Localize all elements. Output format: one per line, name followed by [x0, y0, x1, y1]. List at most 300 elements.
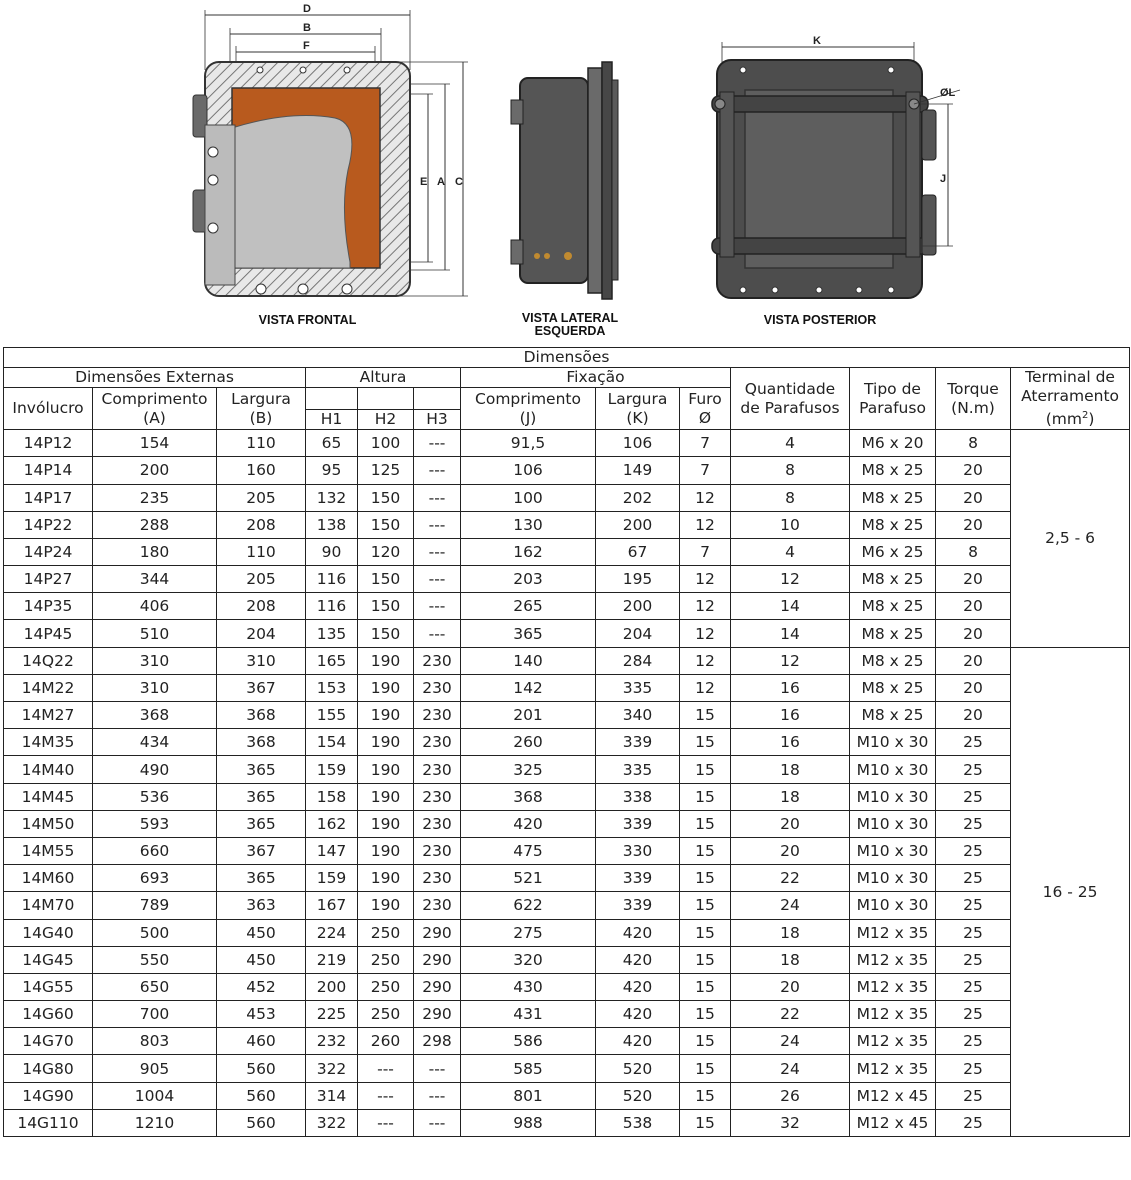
cell-quantidade: 18 [731, 783, 850, 810]
cell-comprimento-j: 988 [461, 1109, 596, 1136]
cell-tipo-parafuso: M8 x 25 [850, 593, 936, 620]
cell-quantidade: 10 [731, 511, 850, 538]
cell-comprimento-j: 420 [461, 810, 596, 837]
cell-quantidade: 24 [731, 892, 850, 919]
cell-comprimento-a: 550 [93, 946, 217, 973]
cell-quantidade: 26 [731, 1082, 850, 1109]
cell-tipo-parafuso: M8 x 25 [850, 620, 936, 647]
cell-largura-k: 339 [596, 892, 680, 919]
cell-furo: 15 [680, 946, 731, 973]
cell-torque: 25 [936, 837, 1011, 864]
table-body [4, 430, 1130, 1137]
cell-comprimento-a: 310 [93, 647, 217, 674]
cell-h1: 154 [306, 729, 358, 756]
cell-tipo-parafuso: M12 x 45 [850, 1109, 936, 1136]
cell-h1: 155 [306, 702, 358, 729]
cell-torque: 25 [936, 973, 1011, 1000]
cell-torque: 25 [936, 1001, 1011, 1028]
cell-h2: 190 [358, 865, 414, 892]
header-h1: H1 [306, 410, 358, 430]
header-largura-b: Largura (B) [217, 388, 306, 430]
cell-comprimento-a: 406 [93, 593, 217, 620]
cell-tipo-parafuso: M10 x 30 [850, 892, 936, 919]
cell-quantidade: 4 [731, 430, 850, 457]
cell-largura-b: 110 [217, 538, 306, 565]
cell-comprimento-a: 344 [93, 566, 217, 593]
cell-largura-b: 453 [217, 1001, 306, 1028]
cell-comprimento-a: 510 [93, 620, 217, 647]
cell-involucro: 14G60 [4, 1001, 93, 1028]
cell-tipo-parafuso: M12 x 35 [850, 1028, 936, 1055]
cell-furo: 15 [680, 756, 731, 783]
cell-furo: 15 [680, 1028, 731, 1055]
cell-torque: 25 [936, 783, 1011, 810]
cell-comprimento-a: 500 [93, 919, 217, 946]
cell-h1: 132 [306, 484, 358, 511]
cell-quantidade: 22 [731, 1001, 850, 1028]
cell-torque: 8 [936, 538, 1011, 565]
cell-torque: 25 [936, 1082, 1011, 1109]
table-row [4, 837, 1130, 864]
cell-largura-b: 160 [217, 457, 306, 484]
cell-h3: --- [414, 620, 461, 647]
cell-largura-k: 420 [596, 946, 680, 973]
table-row [4, 1109, 1130, 1136]
cell-torque: 25 [936, 946, 1011, 973]
cell-comprimento-a: 180 [93, 538, 217, 565]
cell-h3: 290 [414, 973, 461, 1000]
cell-h2: 260 [358, 1028, 414, 1055]
cell-h1: 116 [306, 593, 358, 620]
cell-quantidade: 22 [731, 865, 850, 892]
cell-comprimento-j: 431 [461, 1001, 596, 1028]
dim-d-label: D [303, 3, 311, 15]
cell-comprimento-a: 490 [93, 756, 217, 783]
cell-largura-b: 208 [217, 593, 306, 620]
cell-torque: 20 [936, 457, 1011, 484]
cell-largura-k: 340 [596, 702, 680, 729]
dimensions-table [3, 347, 1130, 1137]
cell-largura-b: 560 [217, 1055, 306, 1082]
cell-largura-k: 339 [596, 729, 680, 756]
cell-comprimento-j: 368 [461, 783, 596, 810]
cell-torque: 20 [936, 566, 1011, 593]
cell-involucro: 14M55 [4, 837, 93, 864]
cell-largura-b: 560 [217, 1082, 306, 1109]
cell-h3: 230 [414, 647, 461, 674]
table-row [4, 973, 1130, 1000]
cell-quantidade: 16 [731, 729, 850, 756]
header-terminal: Terminal de Aterramento $(mm^2)$ [1011, 368, 1130, 430]
cell-h1: 167 [306, 892, 358, 919]
cell-comprimento-j: 365 [461, 620, 596, 647]
cell-quantidade: 20 [731, 973, 850, 1000]
cell-torque: 20 [936, 484, 1011, 511]
table-row [4, 1082, 1130, 1109]
cell-tipo-parafuso: M8 x 25 [850, 647, 936, 674]
cell-h3: --- [414, 538, 461, 565]
header-h2: H2 [358, 410, 414, 430]
cell-furo: 12 [680, 566, 731, 593]
cell-tipo-parafuso: M12 x 35 [850, 1055, 936, 1082]
cell-h1: 135 [306, 620, 358, 647]
cell-h1: 322 [306, 1055, 358, 1082]
cell-largura-b: 208 [217, 511, 306, 538]
group-altura: Altura [306, 368, 461, 388]
cell-largura-k: 338 [596, 783, 680, 810]
cell-comprimento-a: 434 [93, 729, 217, 756]
cell-h1: 153 [306, 674, 358, 701]
cell-largura-b: 363 [217, 892, 306, 919]
table-row [4, 620, 1130, 647]
cell-furo: 12 [680, 647, 731, 674]
cell-h2: 190 [358, 837, 414, 864]
cell-h2: 150 [358, 511, 414, 538]
cell-furo: 7 [680, 457, 731, 484]
table-row [4, 593, 1130, 620]
cell-involucro: 14M40 [4, 756, 93, 783]
cell-furo: 12 [680, 484, 731, 511]
cell-quantidade: 24 [731, 1028, 850, 1055]
cell-quantidade: 12 [731, 647, 850, 674]
cell-h2: 120 [358, 538, 414, 565]
cell-comprimento-j: 801 [461, 1082, 596, 1109]
cell-h3: --- [414, 457, 461, 484]
cell-tipo-parafuso: M10 x 30 [850, 729, 936, 756]
cell-quantidade: 14 [731, 620, 850, 647]
cell-comprimento-a: 905 [93, 1055, 217, 1082]
cell-tipo-parafuso: M8 x 25 [850, 566, 936, 593]
table-row [4, 647, 1130, 674]
cell-involucro: 14Q22 [4, 647, 93, 674]
cell-h3: --- [414, 484, 461, 511]
cell-quantidade: 16 [731, 702, 850, 729]
cell-largura-k: 200 [596, 511, 680, 538]
cell-torque: 25 [936, 1055, 1011, 1082]
cell-quantidade: 4 [731, 538, 850, 565]
cell-furo: 15 [680, 1055, 731, 1082]
cell-h1: 147 [306, 837, 358, 864]
cell-tipo-parafuso: M10 x 30 [850, 810, 936, 837]
table-row [4, 865, 1130, 892]
cell-furo: 12 [680, 620, 731, 647]
table-row [4, 511, 1130, 538]
cell-largura-k: 420 [596, 973, 680, 1000]
cell-comprimento-a: 693 [93, 865, 217, 892]
cell-tipo-parafuso: M8 x 25 [850, 457, 936, 484]
cell-h1: 65 [306, 430, 358, 457]
cell-comprimento-a: 650 [93, 973, 217, 1000]
cell-h2: 190 [358, 783, 414, 810]
cell-terminal-aterramento: 16 - 25 [1011, 647, 1130, 1136]
table-row [4, 756, 1130, 783]
cell-largura-k: 339 [596, 810, 680, 837]
rear-view-label: VISTA POSTERIOR [763, 313, 877, 327]
cell-h1: 314 [306, 1082, 358, 1109]
cell-h1: 219 [306, 946, 358, 973]
cell-h2: 125 [358, 457, 414, 484]
table-row [4, 674, 1130, 701]
cell-quantidade: 24 [731, 1055, 850, 1082]
cell-involucro: 14M27 [4, 702, 93, 729]
table-row [4, 484, 1130, 511]
header-h3: H3 [414, 410, 461, 430]
drawing-canvas [0, 0, 1131, 345]
cell-h2: 190 [358, 810, 414, 837]
header-comprimento-a: Comprimento (A) [93, 388, 217, 430]
side-view-label: VISTA LATERAL ESQUERDA [521, 311, 619, 338]
cell-largura-k: 520 [596, 1055, 680, 1082]
cell-quantidade: 18 [731, 919, 850, 946]
cell-furo: 15 [680, 783, 731, 810]
cell-quantidade: 8 [731, 457, 850, 484]
cell-h3: --- [414, 593, 461, 620]
cell-comprimento-a: 536 [93, 783, 217, 810]
cell-involucro: 14P14 [4, 457, 93, 484]
cell-torque: 25 [936, 919, 1011, 946]
table-row [4, 919, 1130, 946]
header-torque: Torque (N.m) [936, 368, 1011, 430]
cell-comprimento-a: 310 [93, 674, 217, 701]
cell-comprimento-j: 586 [461, 1028, 596, 1055]
cell-comprimento-j: 475 [461, 837, 596, 864]
cell-h3: 230 [414, 865, 461, 892]
table-row [4, 1001, 1130, 1028]
cell-quantidade: 12 [731, 566, 850, 593]
cell-comprimento-a: 700 [93, 1001, 217, 1028]
cell-h1: 232 [306, 1028, 358, 1055]
cell-largura-b: 560 [217, 1109, 306, 1136]
header-altura-blank-1 [306, 388, 358, 410]
cell-h3: 230 [414, 783, 461, 810]
table-row [4, 892, 1130, 919]
dim-j-label: J [940, 173, 947, 185]
cell-h3: 230 [414, 756, 461, 783]
front-view-label: VISTA FRONTAL [258, 313, 357, 327]
cell-comprimento-j: 585 [461, 1055, 596, 1082]
cell-h3: 298 [414, 1028, 461, 1055]
cell-comprimento-j: 142 [461, 674, 596, 701]
cell-h3: 230 [414, 810, 461, 837]
cell-comprimento-a: 803 [93, 1028, 217, 1055]
cell-largura-b: 310 [217, 647, 306, 674]
cell-torque: 20 [936, 674, 1011, 701]
cell-furo: 15 [680, 1001, 731, 1028]
cell-largura-b: 205 [217, 484, 306, 511]
cell-comprimento-a: 235 [93, 484, 217, 511]
cell-comprimento-a: 660 [93, 837, 217, 864]
cell-h3: 290 [414, 946, 461, 973]
cell-largura-k: 202 [596, 484, 680, 511]
cell-comprimento-j: 91,5 [461, 430, 596, 457]
cell-quantidade: 20 [731, 810, 850, 837]
cell-torque: 25 [936, 865, 1011, 892]
cell-comprimento-a: 789 [93, 892, 217, 919]
table-row [4, 810, 1130, 837]
cell-largura-b: 204 [217, 620, 306, 647]
cell-largura-b: 450 [217, 946, 306, 973]
cell-h2: 150 [358, 484, 414, 511]
header-altura-blank-3 [414, 388, 461, 410]
cell-comprimento-j: 130 [461, 511, 596, 538]
cell-involucro: 14P24 [4, 538, 93, 565]
cell-tipo-parafuso: M12 x 35 [850, 973, 936, 1000]
cell-tipo-parafuso: M10 x 30 [850, 756, 936, 783]
dim-l-label: ØL [940, 87, 956, 99]
cell-quantidade: 14 [731, 593, 850, 620]
cell-h1: 224 [306, 919, 358, 946]
cell-involucro: 14P22 [4, 511, 93, 538]
cell-h3: --- [414, 1082, 461, 1109]
cell-comprimento-j: 275 [461, 919, 596, 946]
cell-tipo-parafuso: M6 x 25 [850, 538, 936, 565]
cell-comprimento-j: 325 [461, 756, 596, 783]
cell-involucro: 14M60 [4, 865, 93, 892]
enclosure-drawings [0, 0, 1131, 345]
cell-tipo-parafuso: M6 x 20 [850, 430, 936, 457]
cell-h1: 322 [306, 1109, 358, 1136]
cell-h3: 230 [414, 674, 461, 701]
cell-h2: 190 [358, 674, 414, 701]
cell-comprimento-a: 1004 [93, 1082, 217, 1109]
cell-involucro: 14G90 [4, 1082, 93, 1109]
cell-h2: 190 [358, 702, 414, 729]
cell-terminal-aterramento: 2,5 - 6 [1011, 430, 1130, 648]
cell-tipo-parafuso: M10 x 30 [850, 865, 936, 892]
cell-h2: 250 [358, 946, 414, 973]
cell-involucro: 14P12 [4, 430, 93, 457]
cell-comprimento-j: 430 [461, 973, 596, 1000]
cell-largura-k: 284 [596, 647, 680, 674]
cell-h1: 165 [306, 647, 358, 674]
cell-involucro: 14G80 [4, 1055, 93, 1082]
cell-comprimento-a: 1210 [93, 1109, 217, 1136]
cell-furo: 7 [680, 430, 731, 457]
cell-torque: 25 [936, 756, 1011, 783]
table-caption: Dimensões [4, 348, 1130, 368]
cell-involucro: 14G55 [4, 973, 93, 1000]
cell-h3: --- [414, 1109, 461, 1136]
cell-h2: 150 [358, 566, 414, 593]
cell-comprimento-j: 320 [461, 946, 596, 973]
cell-comprimento-j: 260 [461, 729, 596, 756]
cell-comprimento-j: 201 [461, 702, 596, 729]
cell-largura-k: 520 [596, 1082, 680, 1109]
cell-largura-b: 365 [217, 810, 306, 837]
cell-tipo-parafuso: M8 x 25 [850, 484, 936, 511]
header-comprimento-j: Comprimento (J) [461, 388, 596, 430]
cell-involucro: 14M35 [4, 729, 93, 756]
cell-h2: 190 [358, 892, 414, 919]
header-tipo-parafuso: Tipo de Parafuso [850, 368, 936, 430]
cell-torque: 8 [936, 430, 1011, 457]
cell-h1: 162 [306, 810, 358, 837]
cell-largura-b: 205 [217, 566, 306, 593]
cell-largura-k: 339 [596, 865, 680, 892]
cell-largura-b: 460 [217, 1028, 306, 1055]
cell-comprimento-j: 106 [461, 457, 596, 484]
dim-b-label: B [303, 22, 311, 34]
cell-tipo-parafuso: M10 x 30 [850, 837, 936, 864]
cell-h3: 230 [414, 729, 461, 756]
cell-largura-k: 335 [596, 756, 680, 783]
cell-furo: 15 [680, 729, 731, 756]
cell-largura-b: 110 [217, 430, 306, 457]
cell-involucro: 14P27 [4, 566, 93, 593]
cell-furo: 15 [680, 1082, 731, 1109]
cell-largura-b: 365 [217, 865, 306, 892]
cell-h1: 158 [306, 783, 358, 810]
cell-involucro: 14M45 [4, 783, 93, 810]
cell-tipo-parafuso: M12 x 35 [850, 919, 936, 946]
cell-h2: 190 [358, 647, 414, 674]
cell-involucro: 14G45 [4, 946, 93, 973]
cell-largura-k: 200 [596, 593, 680, 620]
cell-largura-k: 335 [596, 674, 680, 701]
cell-tipo-parafuso: M10 x 30 [850, 783, 936, 810]
cell-furo: 15 [680, 973, 731, 1000]
cell-largura-b: 367 [217, 837, 306, 864]
cell-quantidade: 8 [731, 484, 850, 511]
cell-comprimento-j: 203 [461, 566, 596, 593]
cell-h2: 190 [358, 756, 414, 783]
cell-h3: 290 [414, 919, 461, 946]
cell-tipo-parafuso: M12 x 35 [850, 946, 936, 973]
table-row [4, 783, 1130, 810]
group-dimensoes-externas: Dimensões Externas [4, 368, 306, 388]
cell-quantidade: 18 [731, 946, 850, 973]
cell-involucro: 14G110 [4, 1109, 93, 1136]
dim-e-label: E [420, 176, 428, 188]
cell-involucro: 14G40 [4, 919, 93, 946]
cell-comprimento-a: 593 [93, 810, 217, 837]
table-row [4, 702, 1130, 729]
header-furo: Furo Ø [680, 388, 731, 430]
cell-h3: --- [414, 1055, 461, 1082]
cell-h2: --- [358, 1109, 414, 1136]
cell-h3: 230 [414, 837, 461, 864]
cell-h1: 116 [306, 566, 358, 593]
cell-tipo-parafuso: M12 x 45 [850, 1082, 936, 1109]
cell-involucro: 14P35 [4, 593, 93, 620]
cell-comprimento-a: 288 [93, 511, 217, 538]
cell-tipo-parafuso: M12 x 35 [850, 1001, 936, 1028]
cell-h2: 190 [358, 729, 414, 756]
cell-torque: 25 [936, 810, 1011, 837]
cell-h2: 150 [358, 620, 414, 647]
cell-quantidade: 18 [731, 756, 850, 783]
cell-comprimento-j: 162 [461, 538, 596, 565]
cell-torque: 20 [936, 647, 1011, 674]
cell-h3: --- [414, 511, 461, 538]
cell-h1: 159 [306, 865, 358, 892]
dim-k-label: K [813, 35, 821, 47]
cell-largura-b: 367 [217, 674, 306, 701]
cell-h2: 150 [358, 593, 414, 620]
table-row [4, 1055, 1130, 1082]
cell-comprimento-j: 622 [461, 892, 596, 919]
cell-h3: 290 [414, 1001, 461, 1028]
cell-h3: --- [414, 430, 461, 457]
cell-h1: 200 [306, 973, 358, 1000]
cell-torque: 25 [936, 1109, 1011, 1136]
cell-quantidade: 32 [731, 1109, 850, 1136]
cell-largura-k: 420 [596, 919, 680, 946]
cell-h3: 230 [414, 892, 461, 919]
cell-torque: 20 [936, 702, 1011, 729]
cell-involucro: 14M70 [4, 892, 93, 919]
cell-largura-b: 368 [217, 729, 306, 756]
